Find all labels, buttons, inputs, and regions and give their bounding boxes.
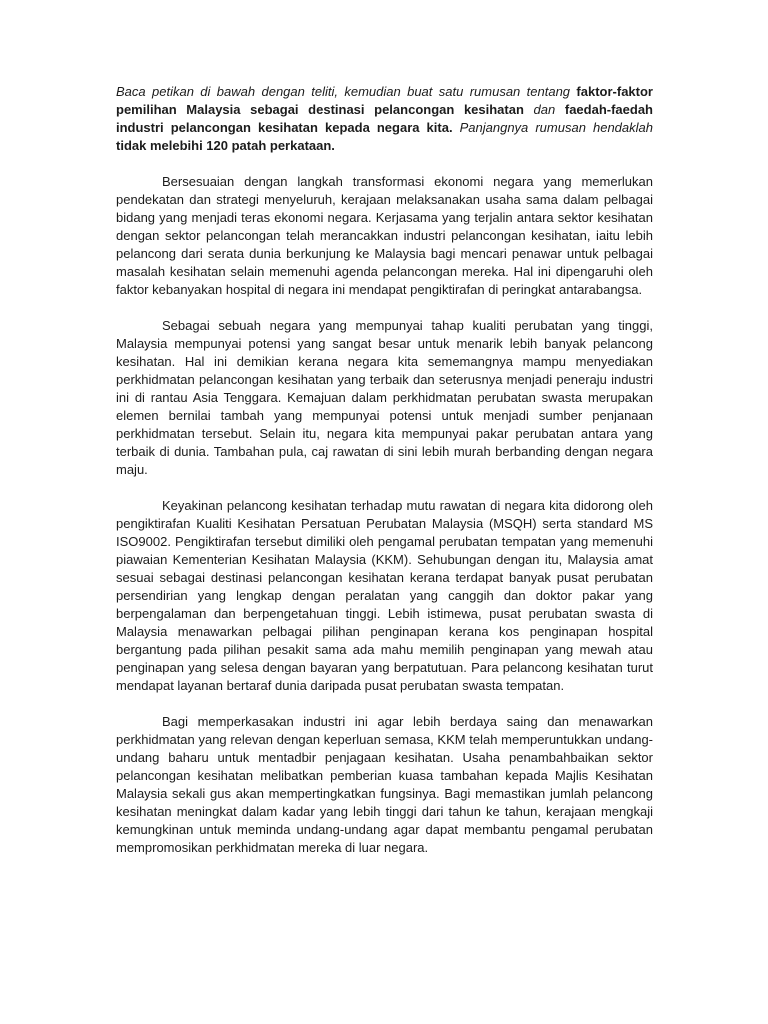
passage-paragraph-1: Bersesuaian dengan langkah transformasi ekonomi negara yang memerlukan pendekatan dan strategi menyeluruh, kerajaan melaksanakan usaha sama dalam pelbagai bidang yang menjadi teras ekonomi negara. Kerjasama yang terjalin antara sektor kesihatan dengan sektor pelancongan telah merancakkan industri pelancongan kesihatan, iaitu lebih pelancong dari serata dunia berkunjung ke Malaysia bagi mencari penawar untuk pelbagai masalah kesihatan selain memenuhi agenda pelancongan mereka. Hal ini dipengaruhi oleh faktor kebanyakan hospital di negara ini mendapat pengiktirafan di peringkat antarabangsa. xyxy=(116,174,653,297)
passage-paragraph-4: Bagi memperkasakan industri ini agar lebih berdaya saing dan menawarkan perkhidmatan yang relevan dengan keperluan semasa, KKM telah memperuntukkan undang-undang baharu untuk mentadbir penjagaan kesihatan. Usaha penambahbaikan sektor pelancongan kesihatan melibatkan pemberian kuasa tambahan kepada Majlis Kesihatan Malaysia sekali gus akan mempertingkatkan fungsinya. Bagi memastikan jumlah pelancong kesihatan meningkat dalam kadar yang lebih tinggi dari tahun ke tahun, kerajaan mengkaji kemungkinan untuk meminda undang-undang agar dapat membantu pengamal perubatan mempromosikan perkhidmatan mereka di luar negara. xyxy=(116,714,653,855)
passage-paragraph-2: Sebagai sebuah negara yang mempunyai tahap kualiti perubatan yang tinggi, Malaysia mempunyai potensi yang sangat besar untuk menarik lebih banyak pelancong kesihatan. Hal ini demikian kerana negara kita sememangnya mampu menyediakan perkhidmatan pelancongan kesihatan yang terbaik dan seterusnya menjadi peneraju industri ini di rantau Asia Tenggara. Kemajuan dalam perkhidmatan perubatan swasta merupakan elemen bernilai tambah yang mempunyai potensi untuk menjadi sumber penjanaan perkhidmatan tersebut. Selain itu, negara kita mempunyai pakar perubatan antara yang terbaik di dunia. Tambahan pula, caj rawatan di sini lebih murah berbanding dengan negara maju. xyxy=(116,318,653,477)
instruction-topic-1: faktor-faktor pemilihan Malaysia sebagai destinasi pelancongan kesihatan xyxy=(116,84,653,117)
instruction-text-1: Baca petikan di bawah dengan teliti, kemudian buat satu rumusan tentang xyxy=(116,84,577,99)
instruction-text-3: Panjangnya rumusan hendaklah xyxy=(452,120,653,135)
instruction-word-limit: tidak melebihi 120 patah perkataan. xyxy=(116,138,335,153)
instruction-topic-2: faedah-faedah industri pelancongan kesihatan kepada negara kita. xyxy=(116,102,653,135)
instruction-paragraph xyxy=(116,83,653,155)
document-page xyxy=(116,83,653,875)
instruction-text-2: dan xyxy=(523,102,565,117)
passage-paragraph-3: Keyakinan pelancong kesihatan terhadap mutu rawatan di negara kita didorong oleh pengiktirafan Kualiti Kesihatan Persatuan Perubatan Malaysia (MSQH) serta standard MS ISO9002. Pengiktirafan tersebut dimiliki oleh pengamal perubatan tempatan yang memenuhi piawaian Kementerian Kesihatan Malaysia (KKM). Sehubungan dengan itu, Malaysia amat sesuai sebagai destinasi pelancongan kesihatan kerana terdapat banyak pusat perubatan persendirian yang lengkap dengan peralatan yang canggih dan doktor pakar yang berpengalaman dan berpengetahuan tinggi. Lebih istimewa, pusat perubatan swasta di Malaysia menawarkan pelbagai pilihan penginapan kerana kos penginapan hospital bergantung pada pilihan pesakit sama ada mahu memilih penginapan yang mewah atau penginapan yang selesa dengan bayaran yang berpatutuan. Para pelancong kesihatan turut mendapat layanan bertaraf dunia daripada pusat perubatan swasta tempatan. xyxy=(116,498,653,693)
